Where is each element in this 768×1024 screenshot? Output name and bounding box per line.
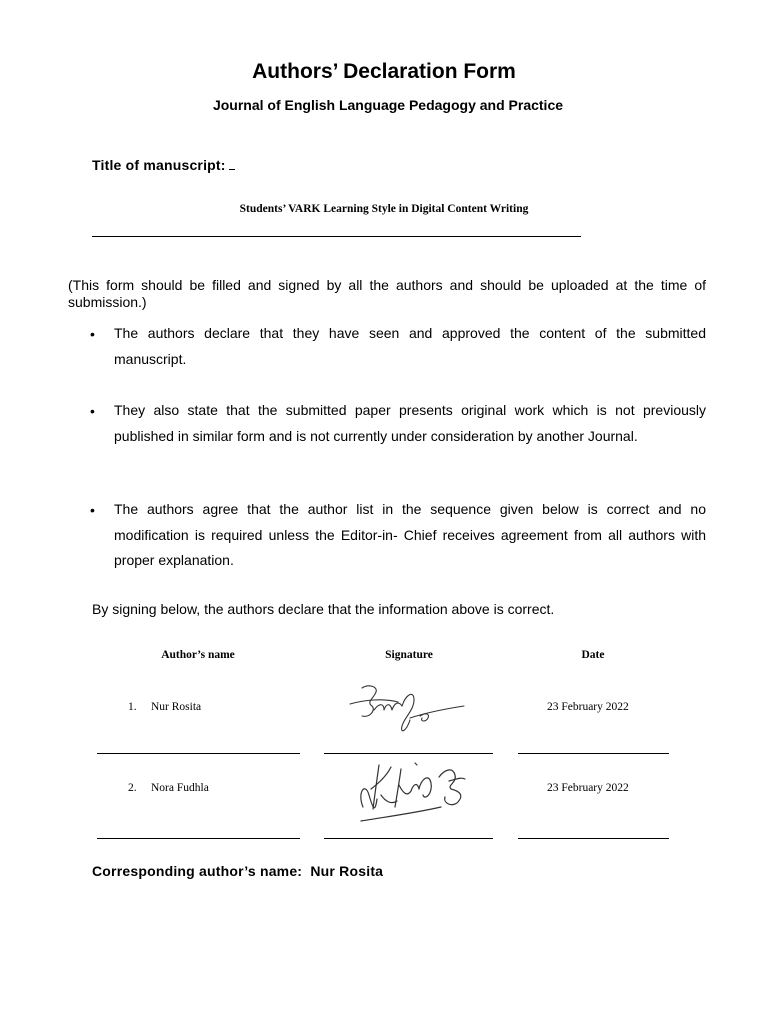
- row-2-signature-line: [324, 838, 493, 839]
- row-1-date: 23 February 2022: [547, 701, 629, 713]
- manuscript-underline: [92, 236, 581, 237]
- declaration-3: The authors agree that the author list in the sequence given below is correct and no modification is required unless the Editor-in- Chief receives agreement from all authors with proper explanation.: [114, 501, 706, 568]
- bullet-3: •: [90, 502, 95, 518]
- row-2-date-line: [518, 838, 669, 839]
- declaration-1: The authors declare that they have seen and approved the content of the submitted manuscript.: [114, 325, 706, 367]
- row-1-number: 1.: [128, 701, 137, 713]
- row-2-date: 23 February 2022: [547, 782, 629, 794]
- declaration-2: They also state that the submitted paper presents original work which is not previously published in similar form and is not currently under consideration by another Journal.: [114, 402, 706, 444]
- signing-statement: By signing below, the authors declare that the information above is correct.: [92, 601, 555, 617]
- header-date: Date: [581, 649, 605, 661]
- row-1-name: Nur Rosita: [151, 701, 202, 713]
- journal-name: Journal of English Language Pedagogy and Practice: [212, 97, 564, 113]
- manuscript-label-blank: [229, 157, 235, 170]
- manuscript-title: Students’ VARK Learning Style in Digital Content Writing: [239, 203, 529, 215]
- manuscript-label-row: [92, 157, 235, 173]
- signature-1-image: [340, 680, 470, 740]
- signature-2-image: [355, 755, 485, 830]
- corresponding-author-row: [92, 863, 383, 879]
- row-2-number: 2.: [128, 782, 137, 794]
- form-title: Authors’ Declaration Form: [252, 60, 516, 83]
- instructions-text: (This form should be filled and signed by all the authors and should be uploaded at the time of submission.): [68, 277, 706, 310]
- row-2-name: Nora Fudhla: [151, 782, 209, 794]
- row-1-signature-line: [324, 753, 493, 754]
- corresponding-author-name: Nur Rosita: [310, 863, 384, 879]
- corresponding-author-label: Corresponding author’s name:: [92, 863, 303, 879]
- header-author-name: Author’s name: [161, 649, 235, 661]
- row-2-name-line: [97, 838, 300, 839]
- header-signature: Signature: [385, 649, 433, 661]
- row-1-name-line: [97, 753, 300, 754]
- row-1-date-line: [518, 753, 669, 754]
- manuscript-label: Title of manuscript:: [92, 157, 226, 173]
- bullet-2: •: [90, 403, 95, 419]
- bullet-1: •: [90, 326, 95, 342]
